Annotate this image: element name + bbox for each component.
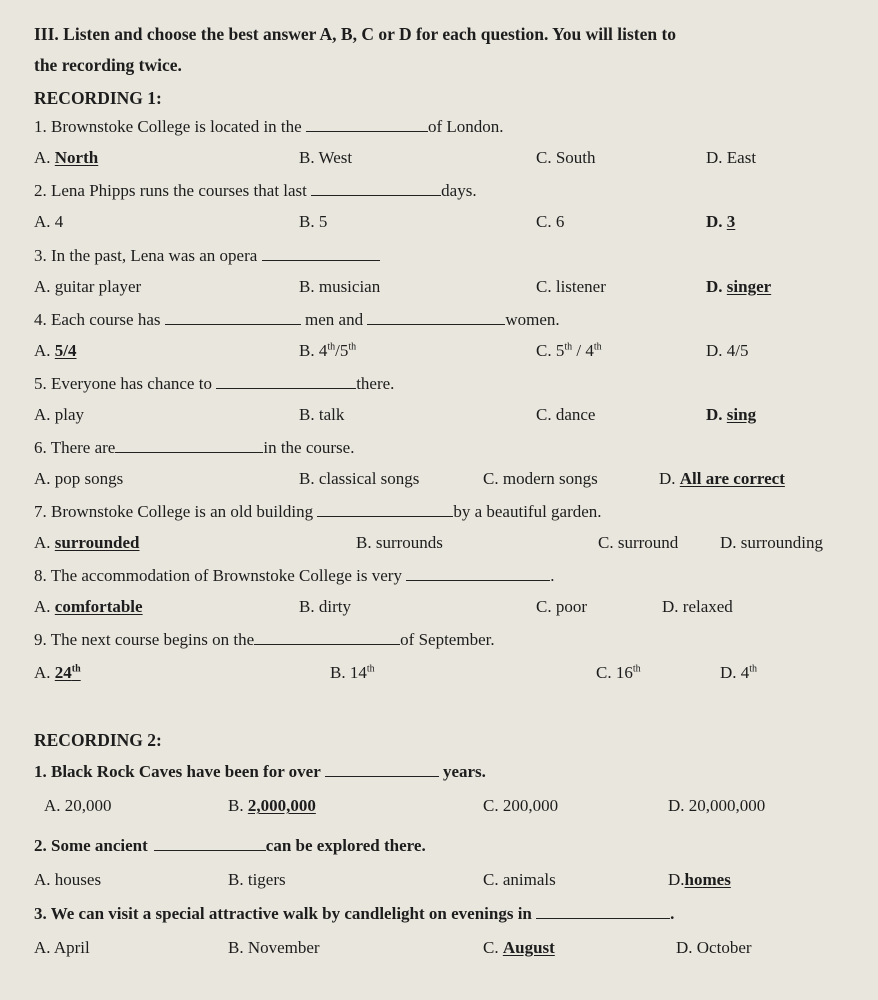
option-b[interactable]: B. tigers [228, 870, 286, 889]
option-a[interactable]: A. guitar player [34, 277, 142, 296]
option-c[interactable]: C. 6 [536, 212, 565, 231]
answer-blank[interactable] [115, 438, 263, 453]
selected-answer: surrounded [54, 533, 140, 552]
question-text: 2. Lena Phipps runs the courses that last [34, 181, 307, 200]
question-2-stem [34, 181, 477, 201]
question-5-stem [34, 374, 394, 394]
question-text: 6. There are [34, 438, 116, 457]
option-b[interactable]: B. 2,000,000 [228, 796, 316, 815]
option-a[interactable]: A. 24th [34, 663, 81, 682]
option-d[interactable]: D. 4/5 [706, 341, 749, 360]
question-text: . [670, 904, 675, 923]
question-text: 8. The accommodation of Brownstoke College is very [34, 566, 402, 585]
question-text: 3. We can visit a special attractive walk by candlelight on evenings in [34, 904, 532, 923]
question-8-stem [34, 566, 554, 586]
option-c[interactable]: C. animals [483, 870, 556, 889]
selected-answer: 5/4 [54, 341, 77, 360]
option-a[interactable]: A. comfortable [34, 597, 143, 616]
option-d[interactable]: D. October [676, 938, 752, 957]
r2-question-2-stem [34, 836, 426, 856]
option-c[interactable]: C. dance [536, 405, 596, 424]
option-c[interactable]: C. listener [536, 277, 606, 296]
section-instruction-line1: III. Listen and choose the best answer A, B, C or D for each question. You will listen to [34, 24, 677, 44]
option-c[interactable]: C. 200,000 [483, 796, 559, 815]
question-text: 2. Some ancient [34, 836, 148, 855]
answer-blank[interactable] [317, 502, 453, 517]
answer-blank[interactable] [406, 566, 550, 581]
option-b[interactable]: B. dirty [299, 597, 351, 616]
answer-blank[interactable] [262, 246, 380, 261]
option-d[interactable]: D. East [706, 148, 757, 167]
option-c[interactable]: C. surround [598, 533, 679, 552]
question-text: 5. Everyone has chance to [34, 374, 212, 393]
option-b[interactable]: B. 4th/5th [299, 341, 357, 360]
option-d[interactable]: D. relaxed [662, 597, 733, 616]
question-3-stem [34, 246, 380, 266]
question-text: days. [441, 181, 477, 200]
recording1-title: RECORDING 1: [34, 88, 162, 108]
question-text: 7. Brownstoke College is an old building [34, 502, 314, 521]
option-c[interactable]: C. 5th / 4th [536, 341, 602, 360]
selected-answer: North [54, 148, 99, 167]
option-a[interactable]: A. North [34, 148, 99, 167]
question-text: men and [305, 310, 364, 329]
question-4-stem [34, 310, 560, 330]
question-7-stem [34, 502, 602, 522]
question-text: of September. [400, 630, 495, 649]
question-text: in the course. [263, 438, 355, 457]
option-a[interactable]: A. 20,000 [44, 796, 112, 815]
option-b[interactable]: B. 14th [330, 663, 375, 682]
question-text: 1. Black Rock Caves have been for over [34, 762, 321, 781]
option-a[interactable]: A. pop songs [34, 469, 124, 488]
option-c[interactable]: C. August [483, 938, 555, 957]
option-c[interactable]: C. 16th [596, 663, 641, 682]
answer-blank[interactable] [325, 762, 439, 777]
answer-blank[interactable] [306, 117, 428, 132]
answer-blank[interactable] [165, 310, 301, 325]
question-text: women. [505, 310, 560, 329]
selected-answer: 3 [726, 212, 736, 231]
option-b[interactable]: B. surrounds [356, 533, 443, 552]
r2-question-1-stem [34, 762, 486, 782]
option-d[interactable]: D. 3 [706, 212, 736, 231]
question-text: years. [442, 762, 486, 781]
option-a[interactable]: A. surrounded [34, 533, 140, 552]
recording2-title: RECORDING 2: [34, 730, 162, 750]
option-d[interactable]: D. All are correct [659, 469, 785, 488]
question-text: 1. Brownstoke College is located in the [34, 117, 302, 136]
question-text: there. [356, 374, 395, 393]
option-d[interactable]: D. sing [706, 405, 757, 424]
answer-blank[interactable] [254, 630, 400, 645]
selected-answer: sing [726, 405, 757, 424]
option-c[interactable]: C. poor [536, 597, 588, 616]
selected-answer: singer [726, 277, 772, 296]
question-text: 4. Each course has [34, 310, 161, 329]
option-b[interactable]: B. 5 [299, 212, 328, 231]
answer-blank[interactable] [367, 310, 505, 325]
option-b[interactable]: B. musician [299, 277, 381, 296]
option-b[interactable]: B. November [228, 938, 320, 957]
question-text: 3. In the past, Lena was an opera [34, 246, 258, 265]
selected-answer: August [502, 938, 555, 957]
option-a[interactable]: A. play [34, 405, 85, 424]
question-1-stem [34, 117, 504, 137]
option-d[interactable]: D. singer [706, 277, 772, 296]
answer-blank[interactable] [216, 374, 356, 389]
question-text: can be explored there. [265, 836, 426, 855]
question-6-stem [34, 438, 354, 458]
answer-blank[interactable] [311, 181, 441, 196]
question-text: of London. [427, 117, 504, 136]
question-text: 9. The next course begins on the [34, 630, 255, 649]
question-text: . [550, 566, 555, 585]
section-instruction-line2: the recording twice. [34, 55, 182, 75]
option-a[interactable]: A. April [34, 938, 90, 957]
answer-blank[interactable] [154, 836, 266, 851]
answer-blank[interactable] [536, 904, 670, 919]
option-c[interactable]: C. modern songs [483, 469, 598, 488]
option-d[interactable]: D. 20,000,000 [668, 796, 766, 815]
option-d[interactable]: D. surrounding [720, 533, 823, 552]
selected-answer: 2,000,000 [247, 796, 316, 815]
option-c[interactable]: C. South [536, 148, 596, 167]
selected-answer: All are correct [679, 469, 785, 488]
option-a[interactable]: A. 5/4 [34, 341, 77, 360]
selected-answer: homes [684, 870, 731, 889]
question-text: by a beautiful garden. [453, 502, 602, 521]
option-a[interactable]: A. houses [34, 870, 102, 889]
selected-answer: comfortable [54, 597, 143, 616]
option-a[interactable]: A. 4 [34, 212, 64, 231]
option-b[interactable]: B. West [299, 148, 353, 167]
question-9-stem [34, 630, 495, 650]
option-b[interactable]: B. classical songs [299, 469, 420, 488]
option-d[interactable]: D. 4th [720, 663, 758, 682]
selected-answer: 24th [54, 663, 81, 682]
option-b[interactable]: B. talk [299, 405, 345, 424]
option-d[interactable]: D.homes [668, 870, 731, 889]
r2-question-3-stem [34, 904, 674, 924]
